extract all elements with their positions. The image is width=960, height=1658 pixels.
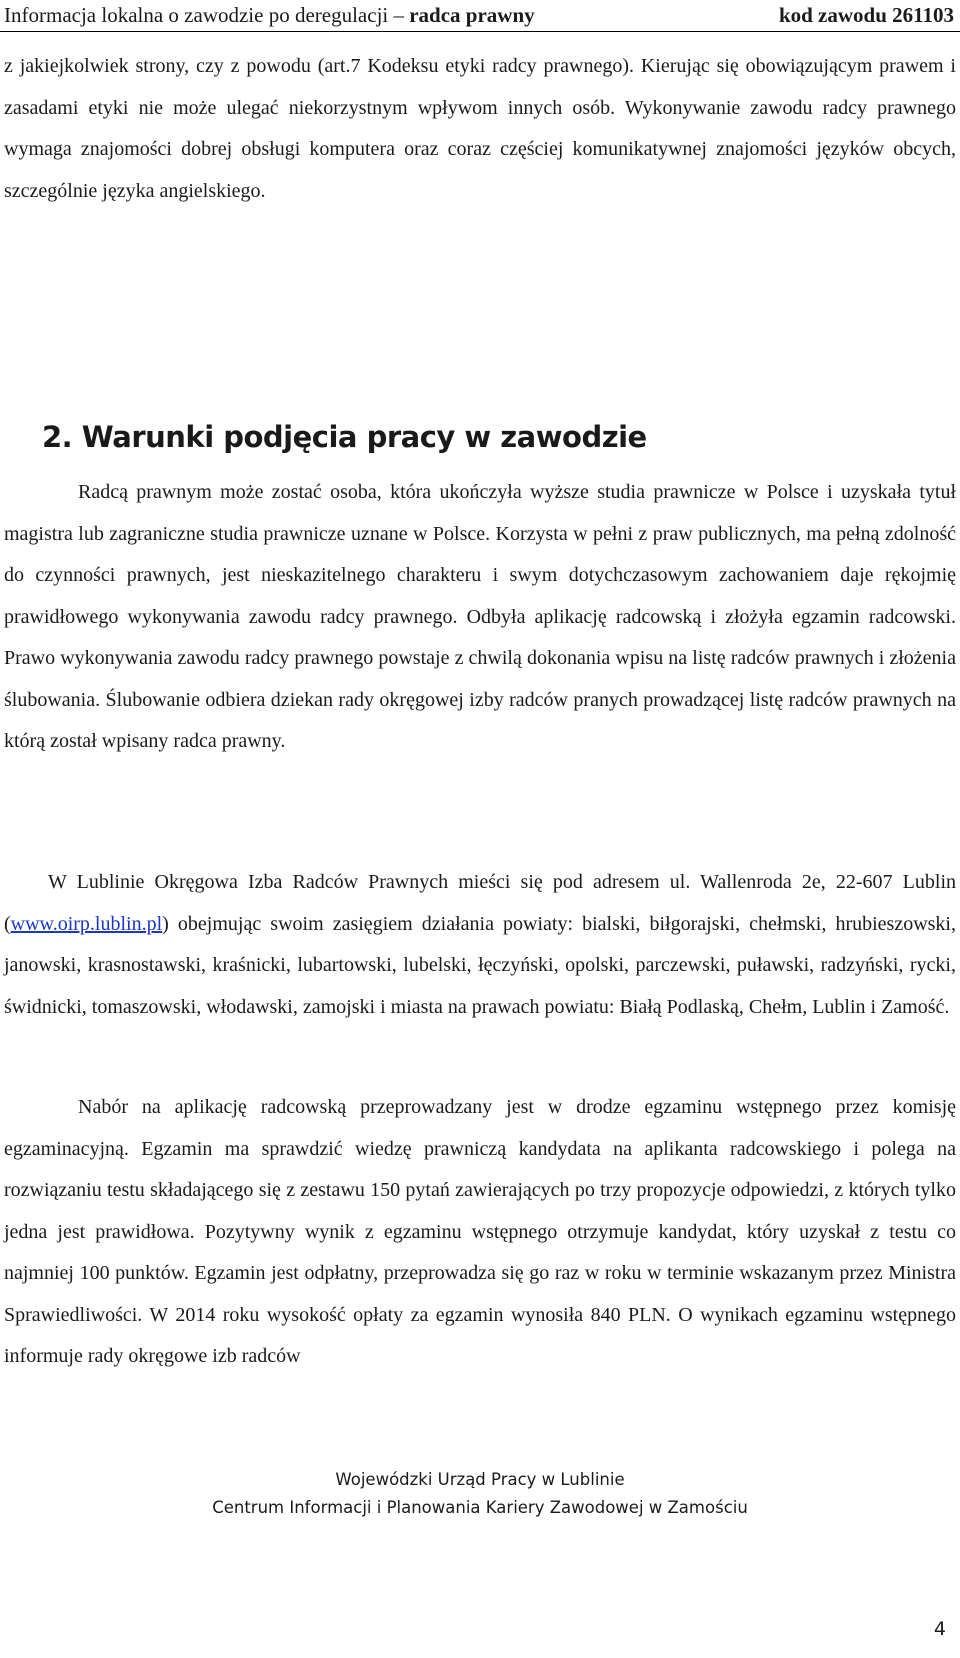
page-number: 4 (933, 1618, 946, 1640)
chamber-website-link[interactable]: www.oirp.lublin.pl (10, 912, 163, 935)
header-title (4, 0, 535, 30)
footer-center: Centrum Informacji i Planowania Kariery Zawodowej w Zamościu (212, 1498, 748, 1517)
header-title-profession: radca prawny (409, 3, 535, 27)
header-occupation-code: kod zawodu 261103 (778, 3, 954, 27)
requirements-text: Radcą prawnym może zostać osoba, która ukończyła wyższe studia prawnicze w Polsce i uzyskała tytuł magistra lub zagraniczne studia prawnicze uznane w Polsce. Korzysta w pełni z praw publicznych, ma pełną zdolność do czynności prawnych, jest nieskazitelnego charakteru i swym dotychczasowym zachowaniem daje rękojmię prawidłowego wykonywania zawodu radcy prawnego. Odbyła aplikację radcowską i złożyła egzamin radcowski. Prawo wykonywania zawodu radcy prawnego powstaje z chwilą dokonania wpisu na listę radców prawnych i złożenia ślubowania. Ślubowanie odbiera dziekan rady okręgowej izby radców pranych prowadzącej listę radców prawnych na którą został wpisany radca prawny. (4, 481, 956, 752)
section-paragraph-2 (4, 862, 956, 1028)
chamber-address-after: ) obejmując swoim zasięgiem działania powiaty: bialski, biłgorajski, chełmski, hrubieszowski, janowski, krasnostawski, kraśnicki, lubartowski, lubelski, łęczyński, opolski, parczewski, puławski, radzyński, rycki, świdnicki, tomaszowski, włodawski, zamojski i miasta na prawach powiatu: Białą Podlaską, Chełm, Lublin i Zamość. (4, 912, 956, 1018)
section-heading: 2. Warunki podjęcia pracy w zawodzie (42, 420, 647, 454)
intro-paragraph (4, 46, 956, 212)
exam-text: Nabór na aplikację radcowską przeprowadzany jest w drodze egzaminu wstępnego przez komisję egzaminacyjną. Egzamin ma sprawdzić wiedzę prawniczą kandydata na aplikanta radcowskiego i polega na rozwiązaniu testu składającego się z zestawu 150 pytań zawierających po trzy propozycje odpowiedzi, z których tylko jedna jest prawidłowa. Pozytywny wynik z egzaminu wstępnego otrzymuje kandydat, który uzyskał z testu co najmniej 100 punktów. Egzamin jest odpłatny, przeprowadza się go raz w roku w terminie wskazanym przez Ministra Sprawiedliwości. W 2014 roku wysokość opłaty za egzamin wynosiła 840 PLN. O wynikach egzaminu wstępnego informuje rady okręgowe izb radców (4, 1096, 956, 1367)
header-title-prefix: Informacja lokalna o zawodzie po deregulacji – (4, 3, 410, 27)
section-paragraph-3 (4, 1087, 956, 1378)
section-paragraph-1 (4, 472, 956, 763)
chamber-address-text (4, 862, 956, 1028)
header-rule (0, 31, 960, 32)
intro-text: z jakiejkolwiek strony, czy z powodu (art.7 Kodeksu etyki radcy prawnego). Kierując się obowiązującym prawem i zasadami etyki nie może ulegać niekorzystnym wpływom innych osób. Wykonywanie zawodu radcy prawnego wymaga znajomości dobrej obsługi komputera oraz coraz częściej komunikatywnej znajomości języków obcych, szczególnie języka angielskiego. (4, 55, 956, 202)
page-header (0, 0, 960, 34)
chamber-address-before: W Lublinie Okręgowa Izba Radców Prawnych mieści się pod adresem ul. Wallenroda 2e, 22-607 Lublin ( (4, 871, 956, 935)
footer-institution: Wojewódzki Urząd Pracy w Lublinie (335, 1470, 625, 1489)
